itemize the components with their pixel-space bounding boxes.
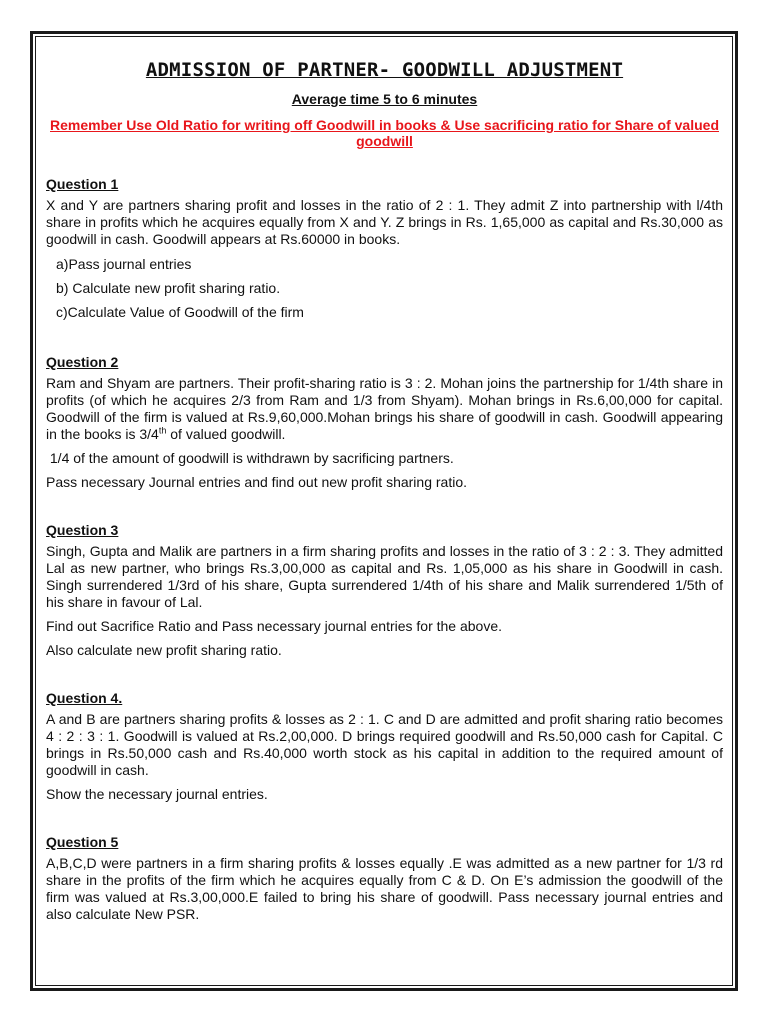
question-2-text-part1: Ram and Shyam are partners. Their profit-sharing ratio is 3 : 2. Mohan joins the partnership for 1/4th share in profits (of which he acquires 2/3 from Ram and 1/3 from Shyam). Mohan brings in Rs.6,00,000 for capital. Goodwill of the firm is valued at Rs.9,60,000.Mohan brings his share of goodwill in cash. Goodwill appearing in the books is 3/4 [46, 375, 723, 442]
question-2-line-3: Pass necessary Journal entries and find out new profit sharing ratio. [46, 474, 468, 490]
question-2-text [46, 375, 723, 443]
average-time: Average time 5 to 6 minutes [291, 91, 478, 107]
question-4-line-2: Show the necessary journal entries. [46, 786, 268, 802]
question-1-item-a: a)Pass journal entries [56, 256, 192, 272]
question-5-text: A,B,C,D were partners in a firm sharing profits & losses equally .E was admitted as a new partner for 1/3 rd share in the profits of the firm which he acquires equally from C & D. On E’s admission the goodwill of the firm was valued at Rs.3,00,000.E failed to bring his share of goodwill. Pass necessary journal entries and also calculate New PSR. [46, 855, 723, 922]
question-3-line-2: Find out Sacrifice Ratio and Pass necessary journal entries for the above. [46, 618, 503, 634]
question-3-line-3: Also calculate new profit sharing ratio. [46, 642, 282, 658]
question-3-heading: Question 3 [46, 522, 119, 538]
question-1-heading: Question 1 [46, 176, 119, 192]
document-content [46, 58, 723, 923]
question-1-item-b: b) Calculate new profit sharing ratio. [56, 280, 281, 296]
question-4 [46, 689, 723, 803]
question-3 [46, 521, 723, 659]
question-1-item-c: c)Calculate Value of Goodwill of the firm [56, 304, 304, 320]
page-title: ADMISSION OF PARTNER- GOODWILL ADJUSTMENT [145, 59, 624, 81]
question-1 [46, 175, 723, 321]
question-5 [46, 833, 723, 923]
question-2-text-sup: th [158, 425, 167, 436]
instruction-note: Remember Use Old Ratio for writing off Goodwill in books & Use sacrificing ratio for Share of valued goodwill [50, 117, 719, 149]
question-2 [46, 353, 723, 491]
question-3-text: Singh, Gupta and Malik are partners in a firm sharing profits and losses in the ratio of 3 : 2 : 3. They admitted Lal as new partner, who brings Rs.3,00,000 as capital and Rs. 1,05,000 as his share in Goodwill in cash. Singh surrendered 1/3rd of his share, Gupta surrendered 1/4th of his share and Malik surrendered 1/5th of his share in favour of Lal. [46, 543, 723, 610]
question-2-line-2: 1/4 of the amount of goodwill is withdrawn by sacrificing partners. [46, 450, 454, 466]
question-4-heading: Question 4. [46, 690, 123, 706]
question-1-text: X and Y are partners sharing profit and losses in the ratio of 2 : 1. They admit Z into partnership with l/4th share in profits which he acquires equally from X and Y. Z brings in Rs. 1,65,000 as capital and Rs.30,000 as goodwill in cash. Goodwill appears at Rs.60000 in books. [46, 197, 723, 247]
question-2-text-part2: of valued goodwill. [166, 426, 286, 442]
question-4-text: A and B are partners sharing profits & losses as 2 : 1. C and D are admitted and profit sharing ratio becomes 4 : 2 : 3 : 1. Goodwill is valued at Rs.2,00,000. D brings required goodwill and Rs.50,000 cash for Capital. C brings in Rs.50,000 cash and Rs.40,000 worth stock as his capital in addition to the required amount of goodwill in cash. [46, 711, 723, 778]
question-2-heading: Question 2 [46, 354, 119, 370]
question-5-heading: Question 5 [46, 834, 119, 850]
